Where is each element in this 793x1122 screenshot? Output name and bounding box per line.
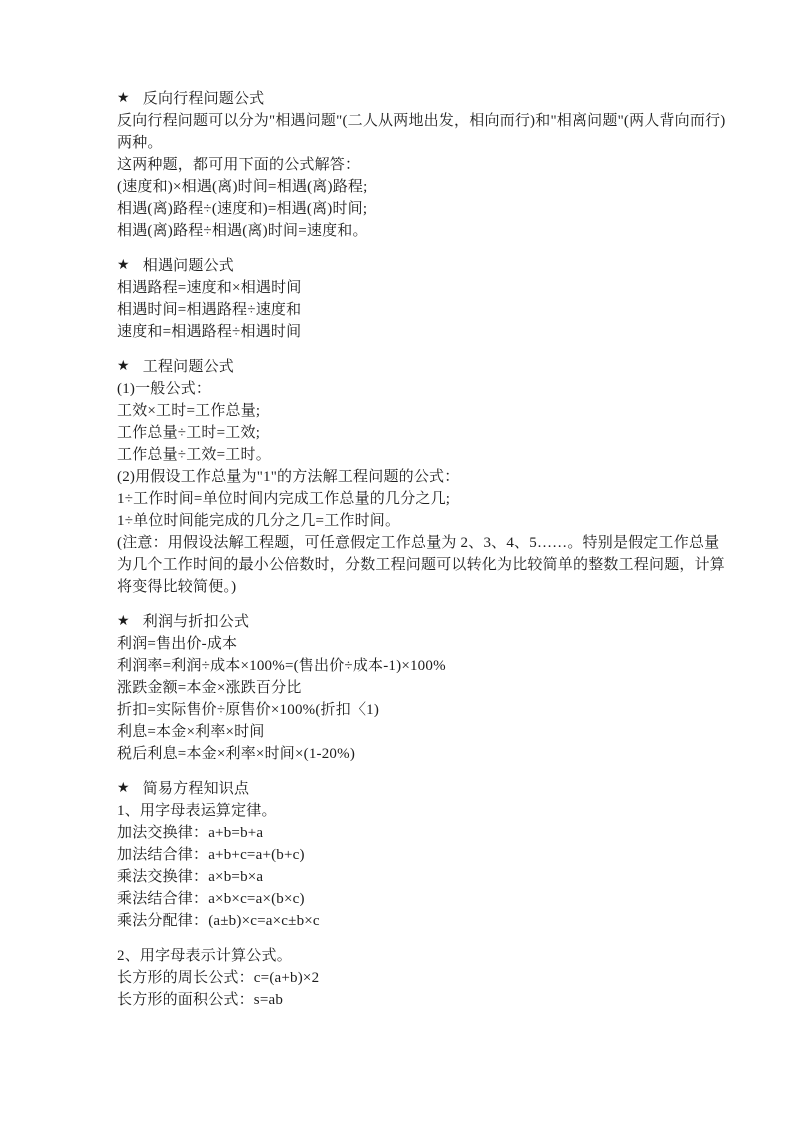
section-opposite-direction-travel (117, 88, 726, 242)
formula-line: 工作总量÷工时=工效; (117, 425, 261, 441)
formula-line: 折扣=实际售价÷原售价×100%(折扣〈1) (117, 702, 380, 718)
section-heading (117, 255, 717, 277)
section-heading (117, 778, 717, 800)
note-line: (注意：用假设法解工程题，可任意假定工作总量为 2、3、4、5……。特别是假定工作总量 (117, 535, 720, 551)
formula-line: 长方形的周长公式：c=(a+b)×2 (117, 970, 320, 986)
star-icon: ★ (117, 258, 130, 273)
star-icon: ★ (117, 614, 130, 629)
section-title: 简易方程知识点 (142, 781, 250, 797)
formula-line: 加法结合律：a+b+c=a+(b+c) (117, 847, 305, 863)
formula-line: 乘法交换律：a×b=b×a (117, 869, 264, 885)
text-line: 反向行程问题可以分为"相遇问题"(二人从两地出发，相向而行)和"相离问题"(两人背向而行) (117, 113, 726, 129)
star-icon: ★ (117, 781, 130, 796)
section-profit-discount (117, 611, 717, 765)
text-line: 这两种题，都可用下面的公式解答： (117, 157, 361, 173)
formula-line: 加法交换律：a+b=b+a (117, 825, 264, 841)
section-title: 利润与折扣公式 (142, 614, 250, 630)
note-line: 为几个工作时间的最小公倍数时，分数工程问题可以转化为比较简单的整数工程问题，计算 (117, 557, 726, 573)
section-heading (117, 356, 717, 378)
formula-line: 工作总量÷工效=工时。 (117, 447, 271, 463)
text-line: (2)用假设工作总量为"1"的方法解工程问题的公式： (117, 469, 460, 485)
section-title: 反向行程问题公式 (142, 91, 265, 107)
text-line: 1、用字母表运算定律。 (117, 803, 277, 819)
text-line: (1)一般公式： (117, 381, 212, 397)
formula-line: 速度和=相遇路程÷相遇时间 (117, 324, 302, 340)
formula-line: 1÷单位时间能完成的几分之几=工作时间。 (117, 513, 401, 529)
formula-line: 利息=本金×利率×时间 (117, 724, 265, 740)
formula-line: 长方形的面积公式：s=ab (117, 992, 284, 1008)
section-letter-formulas (117, 945, 717, 1011)
formula-line: 涨跌金额=本金×涨跌百分比 (117, 680, 302, 696)
formula-line: 工效×工时=工作总量; (117, 403, 261, 419)
section-engineering-problem (117, 356, 726, 598)
formula-line: 利润=售出价-成本 (117, 636, 238, 652)
formula-line: 乘法分配律：(a±b)×c=a×c±b×c (117, 913, 320, 929)
formula-line: 相遇(离)路程÷(速度和)=相遇(离)时间; (117, 201, 368, 217)
section-heading (117, 88, 717, 110)
section-heading (117, 611, 717, 633)
section-meeting-problem (117, 255, 717, 343)
formula-line: 相遇(离)路程÷相遇(离)时间=速度和。 (117, 223, 368, 239)
formula-line: 利润率=利润÷成本×100%=(售出价÷成本-1)×100% (117, 658, 446, 674)
formula-line: (速度和)×相遇(离)时间=相遇(离)路程; (117, 179, 368, 195)
text-line: 两种。 (117, 135, 163, 151)
star-icon: ★ (117, 91, 130, 106)
formula-line: 乘法结合律：a×b×c=a×(b×c) (117, 891, 305, 907)
document-page (117, 88, 726, 1024)
text-line: 2、用字母表示计算公式。 (117, 948, 292, 964)
section-simple-equation (117, 778, 717, 932)
note-line: 将变得比较简便。) (117, 579, 237, 595)
formula-line: 相遇时间=相遇路程÷速度和 (117, 302, 302, 318)
formula-line: 1÷工作时间=单位时间内完成工作总量的几分之几; (117, 491, 451, 507)
section-title: 相遇问题公式 (142, 258, 234, 274)
star-icon: ★ (117, 359, 130, 374)
formula-line: 相遇路程=速度和×相遇时间 (117, 280, 302, 296)
formula-line: 税后利息=本金×利率×时间×(1-20%) (117, 746, 356, 762)
section-title: 工程问题公式 (142, 359, 234, 375)
